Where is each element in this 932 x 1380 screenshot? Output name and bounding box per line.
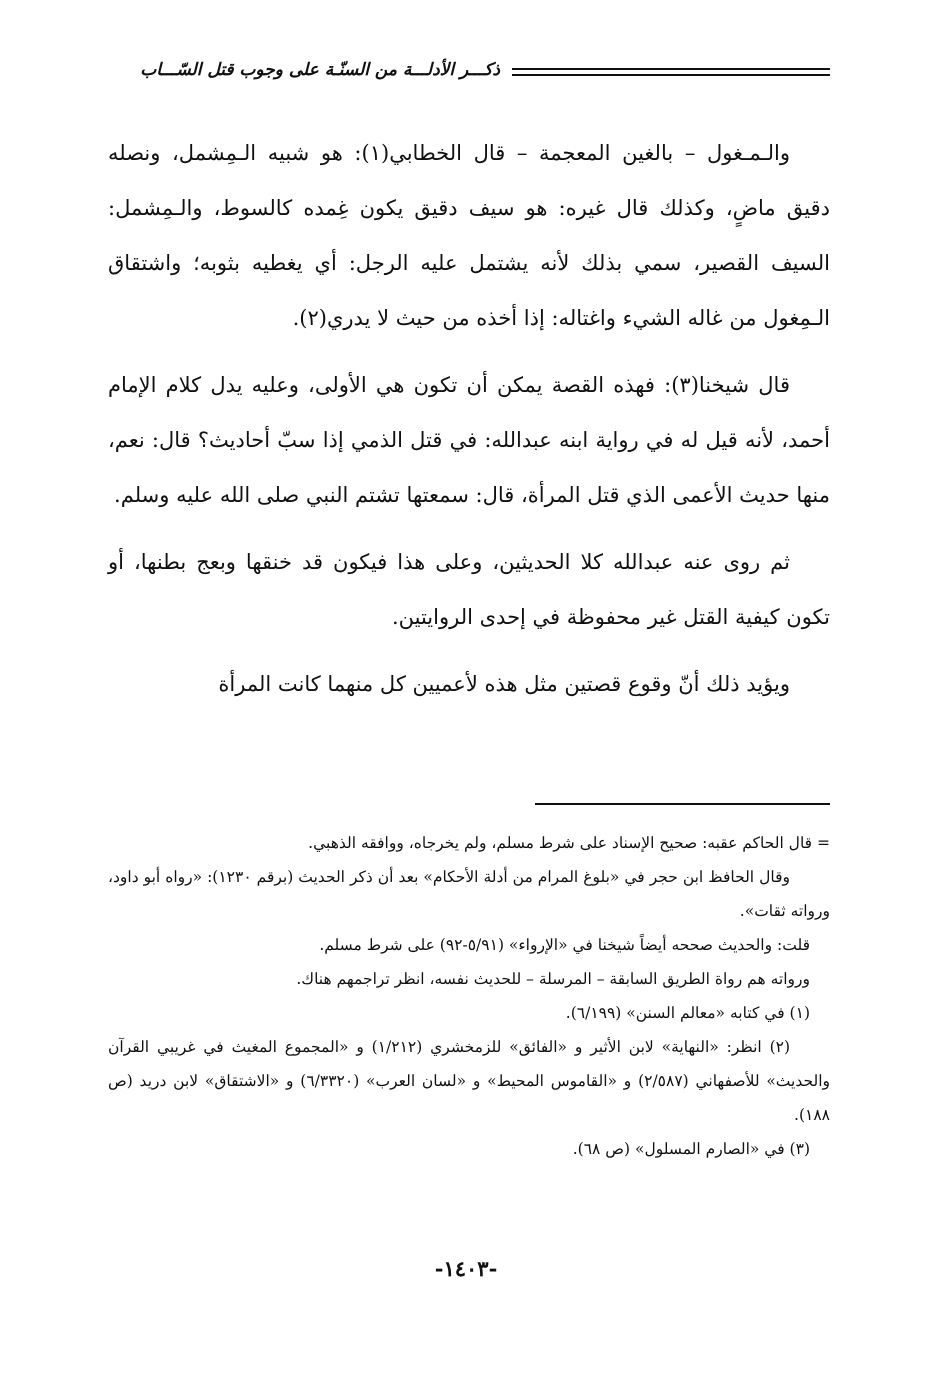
- footnotes: [108, 826, 830, 1166]
- footnote-1: (١) في كتابه «معالم السنن» (٦/١٩٩).: [565, 1004, 810, 1022]
- paragraph: قال شيخنا(٣): فهذه القصة يمكن أن تكون هي الأولى، وعليه يدل كلام الإمام أحمد، لأنه قيل له في رواية ابنه عبدالله: في قتل الذمي إذا سبّ أحاديث؟ قال: نعم، منها حديث الأعمى الذي قتل المرأة، قال: سمعتها تشتم النبي صلى الله عليه وسلم.: [108, 373, 830, 507]
- footnote-continuation: وقال الحافظ ابن حجر في «بلوغ المرام من أدلة الأحكام» بعد أن ذكر الحديث (برقم ١٢٣٠): «رواه أبو داود، ورواته ثقات».: [108, 868, 830, 920]
- footnote-continuation: = قال الحاكم عقبه: صحيح الإسناد على شرط مسلم، ولم يخرجاه، ووافقه الذهبي.: [308, 834, 830, 852]
- footnote-2: (٢) انظر: «النهاية» لابن الأثير و «الفائق» للزمخشري (١/٢١٢) و «المجموع المغيث في غريبي القرآن والحديث» للأصفهاني (٢/٥٨٧) و «القاموس المحيط» و «لسان العرب» (٦/٣٣٢٠) و «الاشتقاق» لابن دريد (ص ١٨٨).: [108, 1038, 830, 1124]
- header-double-rule: [512, 68, 830, 80]
- paragraph: ثم روى عنه عبدالله كلا الحديثين، وعلى هذا فيكون قد خنقها وبعج بطنها، أو تكون كيفية القتل غير محفوظة في إحدى الروايتين.: [108, 550, 830, 629]
- main-text: [108, 126, 830, 724]
- footnote-continuation: ورواته هم رواة الطريق السابقة – المرسلة – للحديث نفسه، انظر تراجمهم هناك.: [296, 970, 810, 988]
- paragraph: والـمـغول – بالغين المعجمة – قال الخطابي(١): هو شبيه الـمِشمل، ونصله دقيق ماضٍ، وكذلك قال غيره: هو سيف دقيق يكون غِمده كالسوط، والـمِشمل: السيف القصير، سمي بذلك لأنه يشتمل عليه الرجل: أي يغطيه بثوبه؛ واشتقاق الـمِغول من غاله الشيء واغتاله: إذا أخذه من حيث لا يدري(٢).: [108, 141, 830, 330]
- page-number: -١٤٠٣-: [434, 1256, 498, 1281]
- footnote-continuation: قلت: والحديث صححه أيضاً شيخنا في «الإرواء» (٥/٩١-٩٢) على شرط مسلم.: [319, 936, 810, 954]
- running-header: [108, 58, 830, 92]
- paragraph: ويؤيد ذلك أنّ وقوع قصتين مثل هذه لأعميين كل منهما كانت المرأة: [218, 672, 790, 696]
- footnote-3: (٣) في «الصارم المسلول» (ص ٦٨).: [572, 1140, 810, 1158]
- footnote-separator: [535, 803, 830, 805]
- running-header-title: ذكـــر الأدلـــة من السنّـة على وجوب قتل السّـــاب: [140, 60, 500, 80]
